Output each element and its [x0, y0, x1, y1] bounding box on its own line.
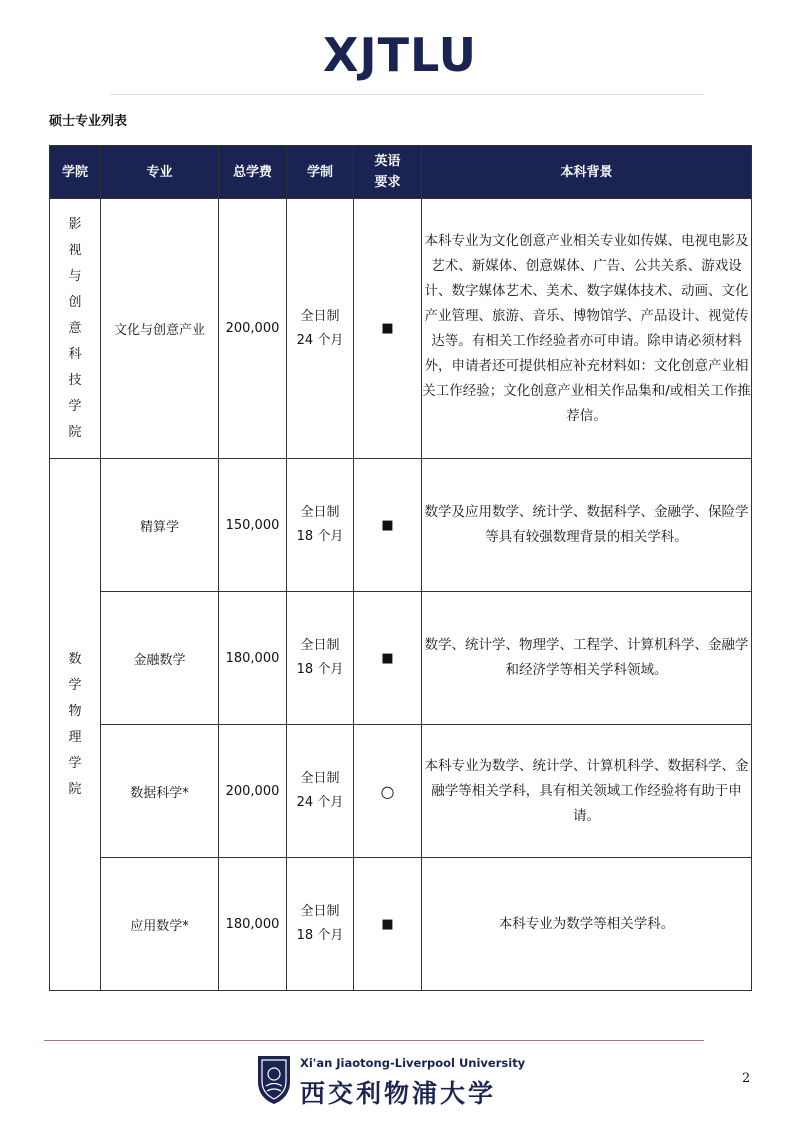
duration-cell: [287, 459, 354, 592]
duration-mode: 全日制: [300, 505, 340, 520]
school-char: 数: [68, 651, 82, 667]
header-divider: [110, 94, 704, 95]
school-char: 创: [68, 294, 82, 310]
table-row: [50, 199, 752, 459]
university-crest-icon: [256, 1054, 292, 1106]
xjtlu-logo: XJTLU: [323, 28, 477, 82]
school-char: 视: [68, 242, 82, 258]
header-english-line1: 英语: [374, 154, 401, 169]
header-school: 学院: [50, 146, 101, 199]
school-char: 院: [68, 781, 82, 797]
header-tuition: 总学费: [219, 146, 287, 199]
tuition-cell: 200,000: [219, 725, 287, 858]
school-char: 物: [68, 703, 82, 719]
duration-length: 18 个月: [296, 662, 344, 677]
english-requirement-cell: ■: [354, 199, 422, 459]
school-char: 学: [68, 398, 82, 414]
table-row: [50, 725, 752, 858]
tuition-cell: 200,000: [219, 199, 287, 459]
major-cell: 金融数学: [101, 592, 219, 725]
university-name-en: Xi'an Jiaotong-Liverpool University: [300, 1056, 526, 1070]
tuition-cell: 180,000: [219, 592, 287, 725]
header-major: 专业: [101, 146, 219, 199]
school-char: 与: [68, 268, 82, 284]
duration-cell: [287, 592, 354, 725]
background-cell: 数学、统计学、物理学、工程学、计算机科学、金融学和经济学等相关学科领域。: [422, 592, 752, 725]
major-cell: 精算学: [101, 459, 219, 592]
english-requirement-cell: ○: [354, 725, 422, 858]
english-requirement-cell: ■: [354, 459, 422, 592]
school-char: 科: [68, 346, 82, 362]
school-char: 学: [68, 755, 82, 771]
duration-mode: 全日制: [300, 308, 340, 324]
school-cell: [50, 199, 101, 459]
school-char: 技: [68, 372, 82, 388]
header-duration: 学制: [287, 146, 354, 199]
major-cell: 文化与创意产业: [101, 199, 219, 459]
tuition-cell: 150,000: [219, 459, 287, 592]
header-background: 本科背景: [422, 146, 752, 199]
duration-length: 24 个月: [296, 795, 344, 810]
table-row: [50, 858, 752, 991]
duration-mode: 全日制: [300, 904, 340, 919]
duration-length: 24 个月: [296, 332, 344, 348]
background-cell: 本科专业为数学、统计学、计算机科学、数据科学、金融学等相关学科，具有相关领域工作经验将有助于申请。: [422, 725, 752, 858]
background-cell: 本科专业为数学等相关学科。: [422, 858, 752, 991]
major-cell: 应用数学*: [101, 858, 219, 991]
duration-length: 18 个月: [296, 529, 344, 544]
english-requirement-cell: ■: [354, 592, 422, 725]
school-cell: [50, 459, 101, 991]
table-row: [50, 459, 752, 592]
duration-cell: [287, 199, 354, 459]
major-cell: 数据科学*: [101, 725, 219, 858]
duration-cell: [287, 858, 354, 991]
university-name-cn: 西交利物浦大学: [300, 1079, 497, 1108]
section-title: 硕士专业列表: [49, 114, 128, 129]
duration-cell: [287, 725, 354, 858]
table-header-row: [50, 146, 752, 199]
header-english-line2: 要求: [374, 175, 401, 190]
duration-length: 18 个月: [296, 928, 344, 943]
school-char: 影: [68, 216, 82, 232]
school-char: 院: [68, 424, 82, 440]
school-char: 理: [68, 729, 82, 745]
page-number: 2: [742, 1071, 751, 1086]
english-requirement-cell: ■: [354, 858, 422, 991]
header-english: [354, 146, 422, 199]
footer-divider: [44, 1040, 704, 1041]
duration-mode: 全日制: [300, 638, 340, 653]
school-char: 学: [68, 677, 82, 693]
background-cell: 数学及应用数学、统计学、数据科学、金融学、保险学等具有较强数理背景的相关学科。: [422, 459, 752, 592]
school-char: 意: [68, 320, 82, 336]
tuition-cell: 180,000: [219, 858, 287, 991]
programme-table: [49, 145, 752, 991]
table-row: [50, 592, 752, 725]
duration-mode: 全日制: [300, 771, 340, 786]
background-cell: 本科专业为文化创意产业相关专业如传媒、电视电影及艺术、新媒体、创意媒体、广告、公共关系、游戏设计、数字媒体艺术、美术、数字媒体技术、动画、文化产业管理、旅游、音乐、博物馆学、产品设计、视觉传达等。有相关工作经验者亦可申请。除申请必须材料外，申请者还可提供相应补充材料如：文化创意产业相关工作经验；文化创意产业相关作品集和/或相关工作推荐信。: [422, 199, 752, 459]
